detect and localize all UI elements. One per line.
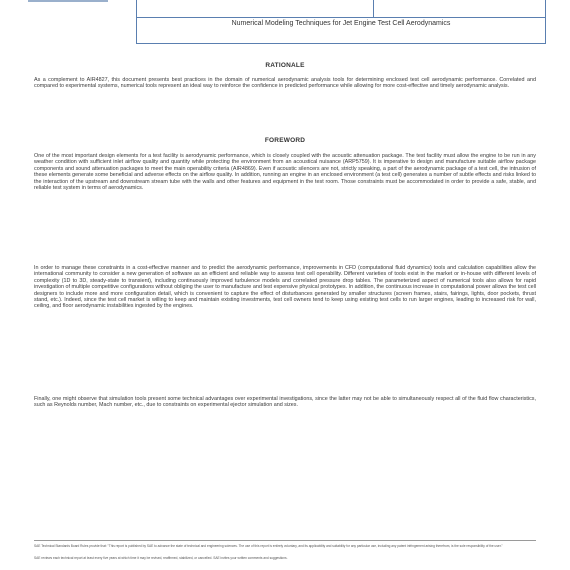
document-header-box — [136, 0, 546, 44]
foreword-heading: FOREWORD — [264, 137, 306, 144]
header-divider — [373, 0, 374, 17]
foreword-paragraph-2: In order to manage these constraints in a cost-effective manner and to predict the aerodynamic performance, improvements in CFD (computational fluid dynamics) tools and calculation capabilities allow the international community to consider a new generation of software as an efficient and reliable way to assess test cell operability. Different varieties of tools exist in the market or in-house with different levels of complexity (1D to 3D, steady-state to transient), including continuously improved turbulence models and correlated pressure drop tables. The parameterized aspect of numerical tools also allows for rapid investigation of multiple competitive configurations without obliging the user to manufacture and test expensive physical prototypes. In addition, the continuous increase in computational power allows the test cell designers to include more and more configuration detail, which is convenient to capture the effect of disturbances generated by smaller structures (screen frames, stairs, fairings, lights, door pockets, thrust stand, etc.). Indeed, since the test cell market is willing to keep and maintain existing investments, test cell owners tend to keep using existing test cells to run larger engines, leading to increased risk for wall, ceiling, and floor aerodynamic instabilities ingested by the engines. — [34, 265, 536, 310]
foreword-paragraph-1: One of the most important design elements for a test facility is aerodynamic performance, which is closely coupled with the acoustic attenuation package. The test facility must allow the engine to be run in any weather condition with sufficient inlet airflow quality and quantity while protecting the environment from an acoustical nuisance (ARP5759). It is imperative to design and manufacture suitable airflow package components and sound attenuation packages to meet the main operability criteria (AIR4869). Even if acoustic silencers are not, strictly speaking, a part of the aerodynamic package of a test cell, the intrusion of these elements generate some beneficial and adverse effects on the airflow quality. In addition, running an engine in an enclosed environment (a test cell) generates a number of subtle effects and risks linked to the interaction of the upstream and downstream stream tube with the walls and other features and equipment in the test room. Those constraints must be accommodated in order to provide a safe, stable, and reliable test system in terms of aerodynamics. — [34, 153, 536, 192]
header-logo-bar — [28, 0, 108, 2]
rationale-heading: RATIONALE — [265, 62, 305, 69]
footer-divider — [34, 540, 536, 541]
rationale-paragraph: As a complement to AIR4827, this document presents best practices in the domain of numerical aerodynamic analysis tools for determining enclosed test cell aerodynamic performance. Correlated and compared to experimental systems, numerical tools represent an ideal way to reinforce the confidence in predicted performance while allowing for more cost-effective and timely aerodynamic analysis. — [34, 77, 536, 90]
document-title: Numerical Modeling Techniques for Jet Engine Test Cell Aerodynamics — [231, 20, 451, 27]
header-top-row — [137, 0, 545, 18]
footer-note-2: SAE reviews each technical report at least every five years at which time it may be revised, reaffirmed, stabilized, or cancelled. SAE invites your written comments and suggestions. — [34, 556, 288, 560]
foreword-paragraph-3: Finally, one might observe that simulation tools present some technical advantages over experimental investigations, since the latter may not be able to simultaneously respect all of the fluid flow characteristics, such as Reynolds number, Mach number, etc., due to constraints on experimental ejector simulation and sizes. — [34, 396, 536, 409]
footer-note-1: SAE Technical Standards Board Rules provide that: "This report is published by SAE to advance the state of technical and engineering sciences. The use of this report is entirely voluntary, and its applicability and suitability for any particular use, including any patent infringement arising therefrom, is the sole responsibility of the user." — [34, 544, 503, 548]
